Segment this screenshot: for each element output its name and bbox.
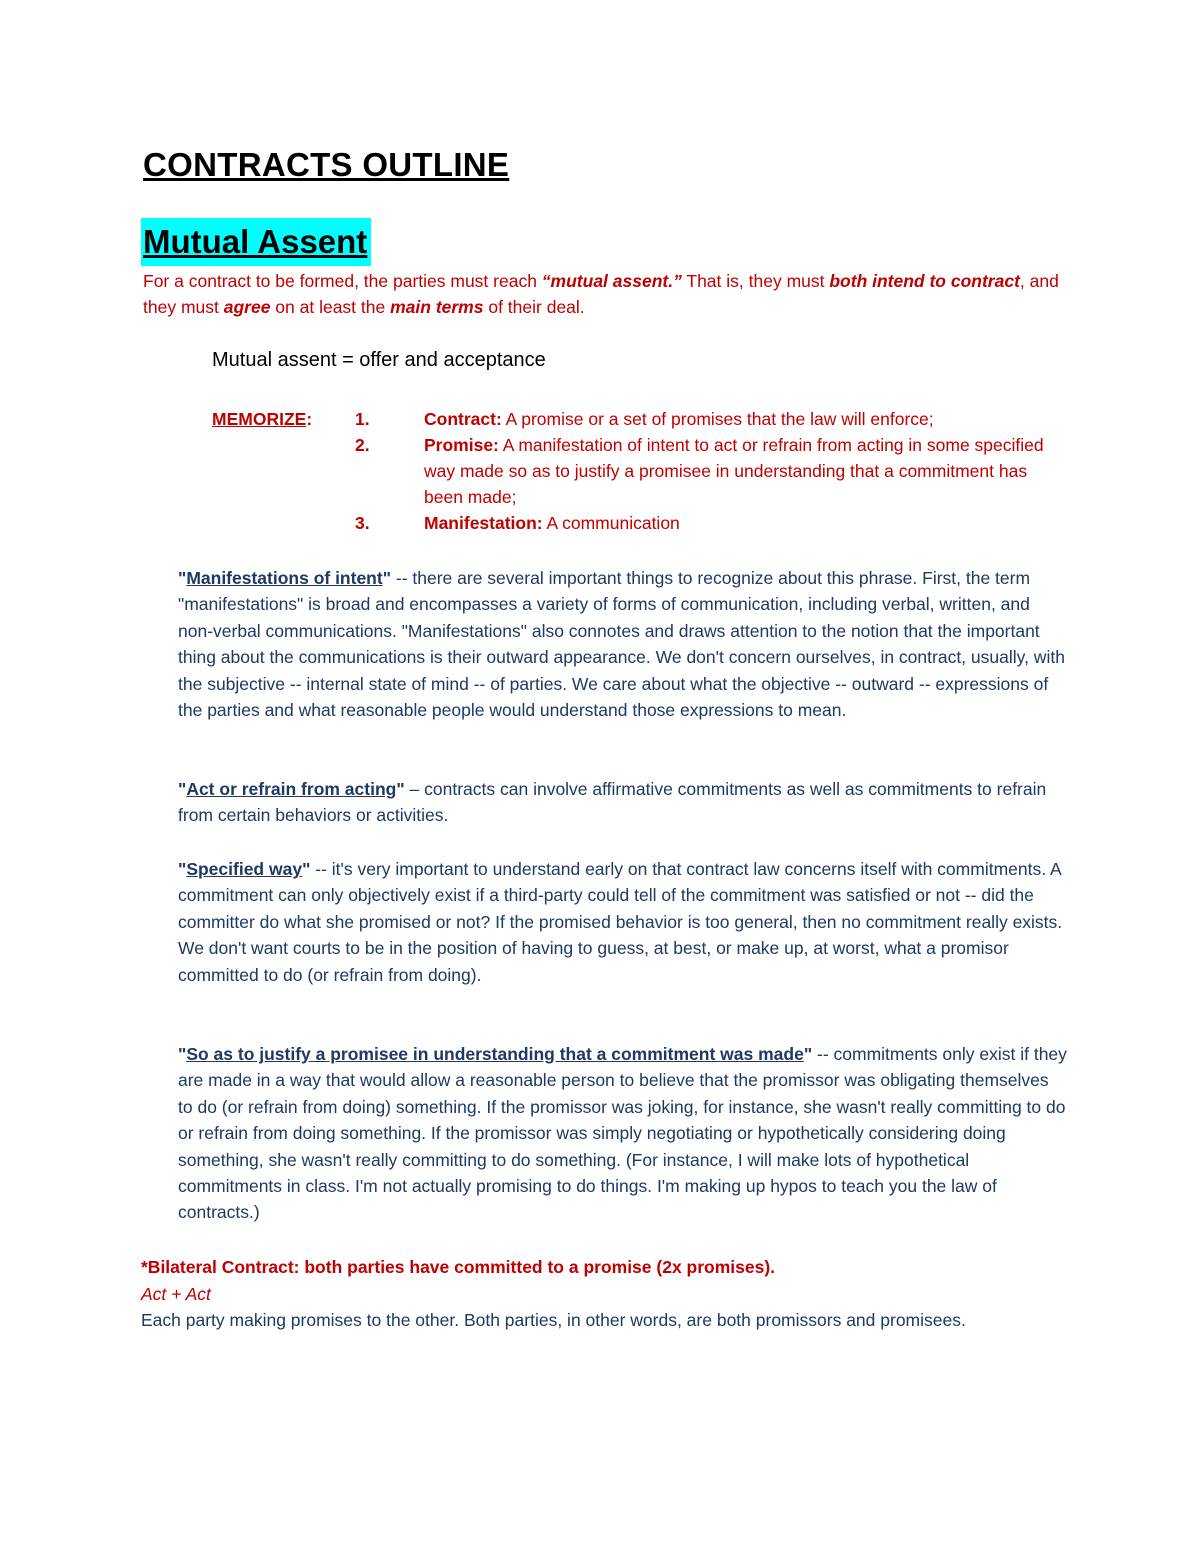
intro-emphasis-mutual-assent: “mutual assent.” bbox=[541, 271, 682, 291]
intro-emphasis-main-terms: main terms bbox=[390, 297, 484, 317]
intro-text-3: , and they must bbox=[143, 271, 1059, 317]
memorize-item-term: Promise: bbox=[424, 435, 499, 455]
intro-text-5: of their deal. bbox=[483, 297, 585, 317]
document-title: CONTRACTS OUTLINE bbox=[143, 146, 510, 183]
quoted-phrase: "Manifestations of intent" bbox=[178, 568, 392, 588]
memorize-item-definition bbox=[424, 432, 1064, 510]
intro-emphasis-agree: agree bbox=[223, 297, 271, 317]
bilateral-contract-heading: *Bilateral Contract: both parties have committed to a promise (2x promises). bbox=[141, 1257, 776, 1277]
memorize-item-number: 1. bbox=[355, 409, 370, 429]
intro-paragraph bbox=[143, 268, 1063, 320]
memorize-item-text: A communication bbox=[542, 513, 680, 533]
intro-text-4: on at least the bbox=[270, 297, 391, 317]
paragraph-body: -- commitments only exist if they are made in a way that would allow a reasonable person to believe that the promissor was obligating themselves to do (or refrain from doing) something. If the promissor was joking, for instance, she wasn't really committing to do or refrain from doing something. If the promissor was simply negotiating or hypothetically considering doing something, she wasn't really committing to do something. (For instance, I will make lots of hypothetical commitments in class. I'm not actually promising to do things. I'm making up hypos to teach you the law of contracts.) bbox=[178, 1044, 1067, 1223]
mutual-assent-equation: Mutual assent = offer and acceptance bbox=[212, 349, 546, 371]
memorize-item-text: A manifestation of intent to act or refrain from acting in some specified way made so as to justify a promisee in understanding that a commitment has been made; bbox=[424, 435, 1044, 507]
paragraph-body: – contracts can involve affirmative commitments as well as commitments to refrain from certain behaviors or activities. bbox=[178, 779, 1047, 826]
intro-text-1: For a contract to be formed, the parties must reach bbox=[143, 271, 542, 291]
memorize-item-number: 2. bbox=[355, 435, 370, 455]
explanation-paragraph-act-or-refrain bbox=[178, 776, 1068, 829]
memorize-item-term: Manifestation: bbox=[424, 513, 543, 533]
quoted-phrase: "So as to justify a promisee in understanding that a commitment was made" bbox=[178, 1044, 813, 1064]
paragraph-body: -- there are several important things to recognize about this phrase. First, the term "manifestations" is broad and encompasses a variety of forms of communication, including verbal, written, and non-verbal communications. "Manifestations" also connotes and draws attention to the notion that the important thing about the communications is their outward appearance. We don't concern ourselves, in contract, usually, with the subjective -- internal state of mind -- of parties. We care about what the objective -- outward -- expressions of the parties and what reasonable people would understand those expressions to mean. bbox=[178, 568, 1065, 721]
quoted-phrase: "Specified way" bbox=[178, 859, 311, 879]
memorize-item-term: Contract: bbox=[424, 409, 502, 429]
paragraph-body: -- it's very important to understand early on that contract law concerns itself with commitments. A commitment can only objectively exist if a third-party could tell of the commitment was satisfied or not -- did the committer do what she promised or not? If the promised behavior is too general, then no commitment really exists. We don't want courts to be in the position of having to guess, at best, or make up, at worst, what a promisor committed to do (or refrain from doing). bbox=[178, 859, 1063, 985]
explanation-paragraph-manifestations bbox=[178, 565, 1068, 723]
intro-emphasis-intend: both intend to contract bbox=[829, 271, 1020, 291]
explanation-paragraph-justify-promisee bbox=[178, 1041, 1068, 1226]
intro-text-2: That is, they must bbox=[681, 271, 830, 291]
memorize-item-text: A promise or a set of promises that the law will enforce; bbox=[501, 409, 934, 429]
memorize-item-definition bbox=[424, 406, 1064, 432]
bilateral-description: Each party making promises to the other. Both parties, in other words, are both promissors and promisees. bbox=[141, 1310, 966, 1330]
memorize-item-number: 3. bbox=[355, 513, 370, 533]
explanation-paragraph-specified-way bbox=[178, 856, 1068, 988]
memorize-item-definition bbox=[424, 510, 1064, 536]
section-heading-mutual-assent: Mutual Assent bbox=[141, 218, 371, 266]
quoted-phrase: "Act or refrain from acting" bbox=[178, 779, 405, 799]
memorize-label: MEMORIZE: bbox=[212, 409, 313, 429]
bilateral-formula: Act + Act bbox=[141, 1284, 211, 1304]
